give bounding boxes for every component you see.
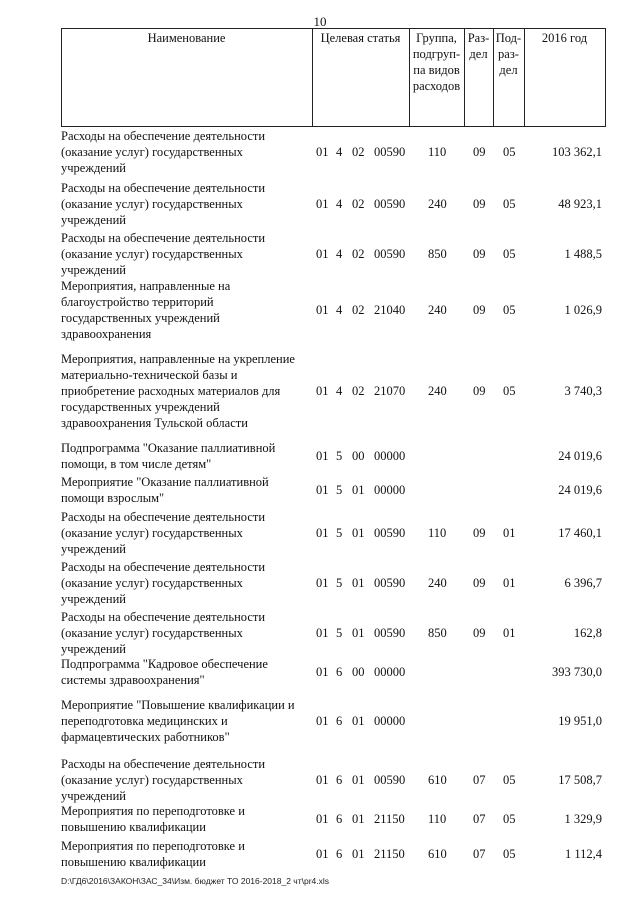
code-event: 02 [352, 197, 365, 211]
cell-subsection: 01 [503, 626, 516, 640]
cell-amount: 24 019,6 [558, 449, 602, 463]
code-subprogram: 6 [336, 812, 343, 826]
code-event: 02 [352, 303, 365, 317]
cell-section: 07 [473, 847, 486, 861]
row-name-line: Расходы на обеспечение деятельности [61, 129, 266, 143]
cell-amount: 393 730,0 [552, 665, 602, 679]
code-program: 01 [316, 384, 329, 398]
code-event: 01 [352, 773, 365, 787]
code-program: 01 [316, 303, 329, 317]
code-subprogram: 5 [336, 576, 343, 590]
code-direction: 00590 [374, 526, 406, 540]
header-group-line: па видов [413, 63, 460, 77]
code-event: 02 [352, 384, 365, 398]
cell-group: 850 [428, 626, 447, 640]
cell-amount: 1 488,5 [564, 247, 602, 261]
row-name-line: фармацевтических работников" [61, 730, 230, 744]
row-name-line: (оказание услуг) государственных [61, 576, 243, 590]
row-name [61, 180, 311, 228]
row-name [61, 656, 311, 688]
cell-amount: 24 019,6 [558, 483, 602, 497]
header-group-line: подгруп- [412, 47, 461, 61]
row-name-line: учреждений [61, 263, 126, 277]
code-event: 01 [352, 812, 365, 826]
row-name [61, 128, 311, 176]
header-section [464, 30, 493, 62]
row-name [61, 351, 311, 431]
row-name-line: Мероприятия по переподготовке и [61, 839, 245, 853]
code-subprogram: 4 [336, 197, 343, 211]
row-name-line: Мероприятия, направленные на [61, 279, 231, 293]
cell-subsection: 05 [503, 384, 516, 398]
code-program: 01 [316, 847, 329, 861]
row-name-line: помощи взрослым" [61, 491, 165, 505]
code-event: 01 [352, 576, 365, 590]
cell-amount: 1 329,9 [564, 812, 602, 826]
code-subprogram: 5 [336, 526, 343, 540]
row-name-line: Подпрограмма "Оказание паллиативной [61, 441, 276, 455]
row-name-line: Мероприятия, направленные на укрепление [61, 352, 295, 366]
code-subprogram: 5 [336, 449, 343, 463]
header-name: Наименование [147, 31, 226, 45]
row-name [61, 509, 311, 557]
table-header-bottom-border [61, 126, 606, 127]
row-name-line: материально-технической базы и [61, 368, 238, 382]
row-name-line: учреждений [61, 642, 126, 656]
row-name-line: переподготовка медицинских и [61, 714, 228, 728]
cell-group: 110 [428, 526, 447, 540]
row-name-line: благоустройство территорий [61, 295, 214, 309]
code-program: 01 [316, 449, 329, 463]
code-program: 01 [316, 247, 329, 261]
code-program: 01 [316, 773, 329, 787]
cell-section: 09 [473, 626, 486, 640]
cell-amount: 162,8 [573, 626, 602, 640]
code-direction: 21150 [374, 812, 405, 826]
cell-section: 09 [473, 576, 486, 590]
row-name-line: повышению квалификации [61, 820, 206, 834]
code-subprogram: 6 [336, 847, 343, 861]
row-name-line: учреждений [61, 592, 126, 606]
row-name-line: Расходы на обеспечение деятельности [61, 510, 266, 524]
row-name [61, 609, 311, 657]
cell-group: 610 [428, 847, 447, 861]
row-name-line: Расходы на обеспечение деятельности [61, 610, 266, 624]
code-event: 02 [352, 247, 365, 261]
row-name [61, 474, 311, 506]
cell-subsection: 05 [503, 847, 516, 861]
cell-group: 110 [428, 812, 447, 826]
row-name-line: Расходы на обеспечение деятельности [61, 560, 266, 574]
code-program: 01 [316, 812, 329, 826]
row-name-line: учреждений [61, 789, 126, 803]
code-event: 02 [352, 145, 365, 159]
code-direction: 00000 [374, 665, 406, 679]
row-name-line: приобретение расходных материалов для [61, 384, 281, 398]
cell-section: 09 [473, 526, 486, 540]
cell-group: 240 [428, 197, 447, 211]
code-direction: 00590 [374, 197, 406, 211]
row-name-line: государственных учреждений [61, 400, 220, 414]
cell-section: 09 [473, 197, 486, 211]
code-event: 01 [352, 483, 365, 497]
cell-amount: 17 508,7 [558, 773, 602, 787]
cell-amount: 3 740,3 [564, 384, 602, 398]
page-number: 10 [313, 14, 327, 29]
code-program: 01 [316, 714, 329, 728]
row-name-line: (оказание услуг) государственных [61, 626, 243, 640]
cell-subsection: 05 [503, 247, 516, 261]
row-name-line: государственных учреждений [61, 311, 220, 325]
header-subsection-line: дел [499, 63, 518, 77]
header-section-line: Раз- [467, 31, 490, 45]
header-year: 2016 год [541, 31, 588, 45]
code-program: 01 [316, 665, 329, 679]
code-subprogram: 4 [336, 303, 343, 317]
cell-section: 09 [473, 247, 486, 261]
code-event: 01 [352, 847, 365, 861]
header-target: Целевая статья [320, 31, 401, 45]
header-subsection [493, 30, 524, 78]
cell-section: 09 [473, 145, 486, 159]
file-path-footer: D:\ГД6\2016\ЗАКОН\ЗАС_34\Изм. бюджет ТО 2016-2018_2 чт\pr4.xls [61, 876, 330, 886]
row-name-line: (оказание услуг) государственных [61, 526, 243, 540]
cell-subsection: 01 [503, 576, 516, 590]
row-name-line: (оказание услуг) государственных [61, 773, 243, 787]
cell-section: 09 [473, 384, 486, 398]
code-event: 01 [352, 526, 365, 540]
row-name-line: Подпрограмма "Кадровое обеспечение [61, 657, 268, 671]
row-name-line: помощи, в том числе детям" [61, 457, 212, 471]
row-name [61, 697, 311, 745]
code-direction: 00000 [374, 483, 406, 497]
row-name-line: повышению квалификации [61, 855, 206, 869]
row-name-line: Расходы на обеспечение деятельности [61, 757, 266, 771]
row-name-line: системы здравоохранения" [61, 673, 205, 687]
cell-amount: 103 362,1 [552, 145, 602, 159]
header-group-line: Группа, [416, 31, 457, 45]
cell-amount: 1 026,9 [564, 303, 602, 317]
code-subprogram: 4 [336, 145, 343, 159]
cell-group: 240 [428, 303, 447, 317]
cell-amount: 1 112,4 [564, 847, 602, 861]
row-name [61, 559, 311, 607]
cell-section: 09 [473, 303, 486, 317]
code-event: 00 [352, 449, 365, 463]
cell-group: 850 [428, 247, 447, 261]
code-direction: 00590 [374, 145, 406, 159]
cell-amount: 48 923,1 [558, 197, 602, 211]
code-direction: 00590 [374, 576, 406, 590]
row-name [61, 756, 311, 804]
row-name [61, 440, 311, 472]
header-subsection-line: Под- [495, 31, 522, 45]
code-subprogram: 6 [336, 773, 343, 787]
row-name [61, 838, 311, 870]
code-direction: 21070 [374, 384, 406, 398]
column-divider [605, 28, 606, 126]
row-name-line: Мероприятие "Оказание паллиативной [61, 475, 269, 489]
row-name-line: учреждений [61, 542, 126, 556]
row-name-line: Расходы на обеспечение деятельности [61, 231, 266, 245]
row-name-line: здравоохранения [61, 327, 152, 341]
cell-group: 110 [428, 145, 447, 159]
code-subprogram: 4 [336, 384, 343, 398]
code-direction: 00590 [374, 773, 406, 787]
code-direction: 21150 [374, 847, 405, 861]
cell-amount: 19 951,0 [558, 714, 602, 728]
code-direction: 00590 [374, 626, 406, 640]
cell-subsection: 05 [503, 145, 516, 159]
row-name [61, 803, 311, 835]
code-event: 01 [352, 714, 365, 728]
code-subprogram: 5 [336, 626, 343, 640]
header-group [409, 30, 464, 94]
cell-group: 240 [428, 384, 447, 398]
row-name [61, 278, 311, 342]
cell-group: 610 [428, 773, 447, 787]
header-subsection-line: раз- [498, 47, 519, 61]
row-name-line: (оказание услуг) государственных [61, 145, 243, 159]
code-event: 01 [352, 626, 365, 640]
code-program: 01 [316, 576, 329, 590]
row-name-line: здравоохранения Тульской области [61, 416, 248, 430]
code-direction: 00590 [374, 247, 406, 261]
code-subprogram: 6 [336, 714, 343, 728]
row-name-line: Расходы на обеспечение деятельности [61, 181, 266, 195]
cell-subsection: 01 [503, 526, 516, 540]
code-event: 00 [352, 665, 365, 679]
cell-section: 07 [473, 812, 486, 826]
cell-subsection: 05 [503, 197, 516, 211]
cell-group: 240 [428, 576, 447, 590]
row-name-line: Мероприятие "Повышение квалификации и [61, 698, 295, 712]
code-subprogram: 5 [336, 483, 343, 497]
cell-amount: 6 396,7 [564, 576, 602, 590]
cell-subsection: 05 [503, 812, 516, 826]
cell-subsection: 05 [503, 303, 516, 317]
cell-amount: 17 460,1 [558, 526, 602, 540]
code-program: 01 [316, 626, 329, 640]
code-program: 01 [316, 526, 329, 540]
row-name-line: Мероприятия по переподготовке и [61, 804, 245, 818]
cell-section: 07 [473, 773, 486, 787]
code-direction: 00000 [374, 449, 406, 463]
header-group-line: расходов [412, 79, 461, 93]
row-name-line: (оказание услуг) государственных [61, 197, 243, 211]
row-name-line: учреждений [61, 213, 126, 227]
header-section-line: дел [469, 47, 488, 61]
code-program: 01 [316, 483, 329, 497]
row-name-line: (оказание услуг) государственных [61, 247, 243, 261]
code-direction: 00000 [374, 714, 406, 728]
code-direction: 21040 [374, 303, 406, 317]
code-subprogram: 6 [336, 665, 343, 679]
code-program: 01 [316, 145, 329, 159]
code-subprogram: 4 [336, 247, 343, 261]
row-name-line: учреждений [61, 161, 126, 175]
cell-subsection: 05 [503, 773, 516, 787]
code-program: 01 [316, 197, 329, 211]
row-name [61, 230, 311, 278]
